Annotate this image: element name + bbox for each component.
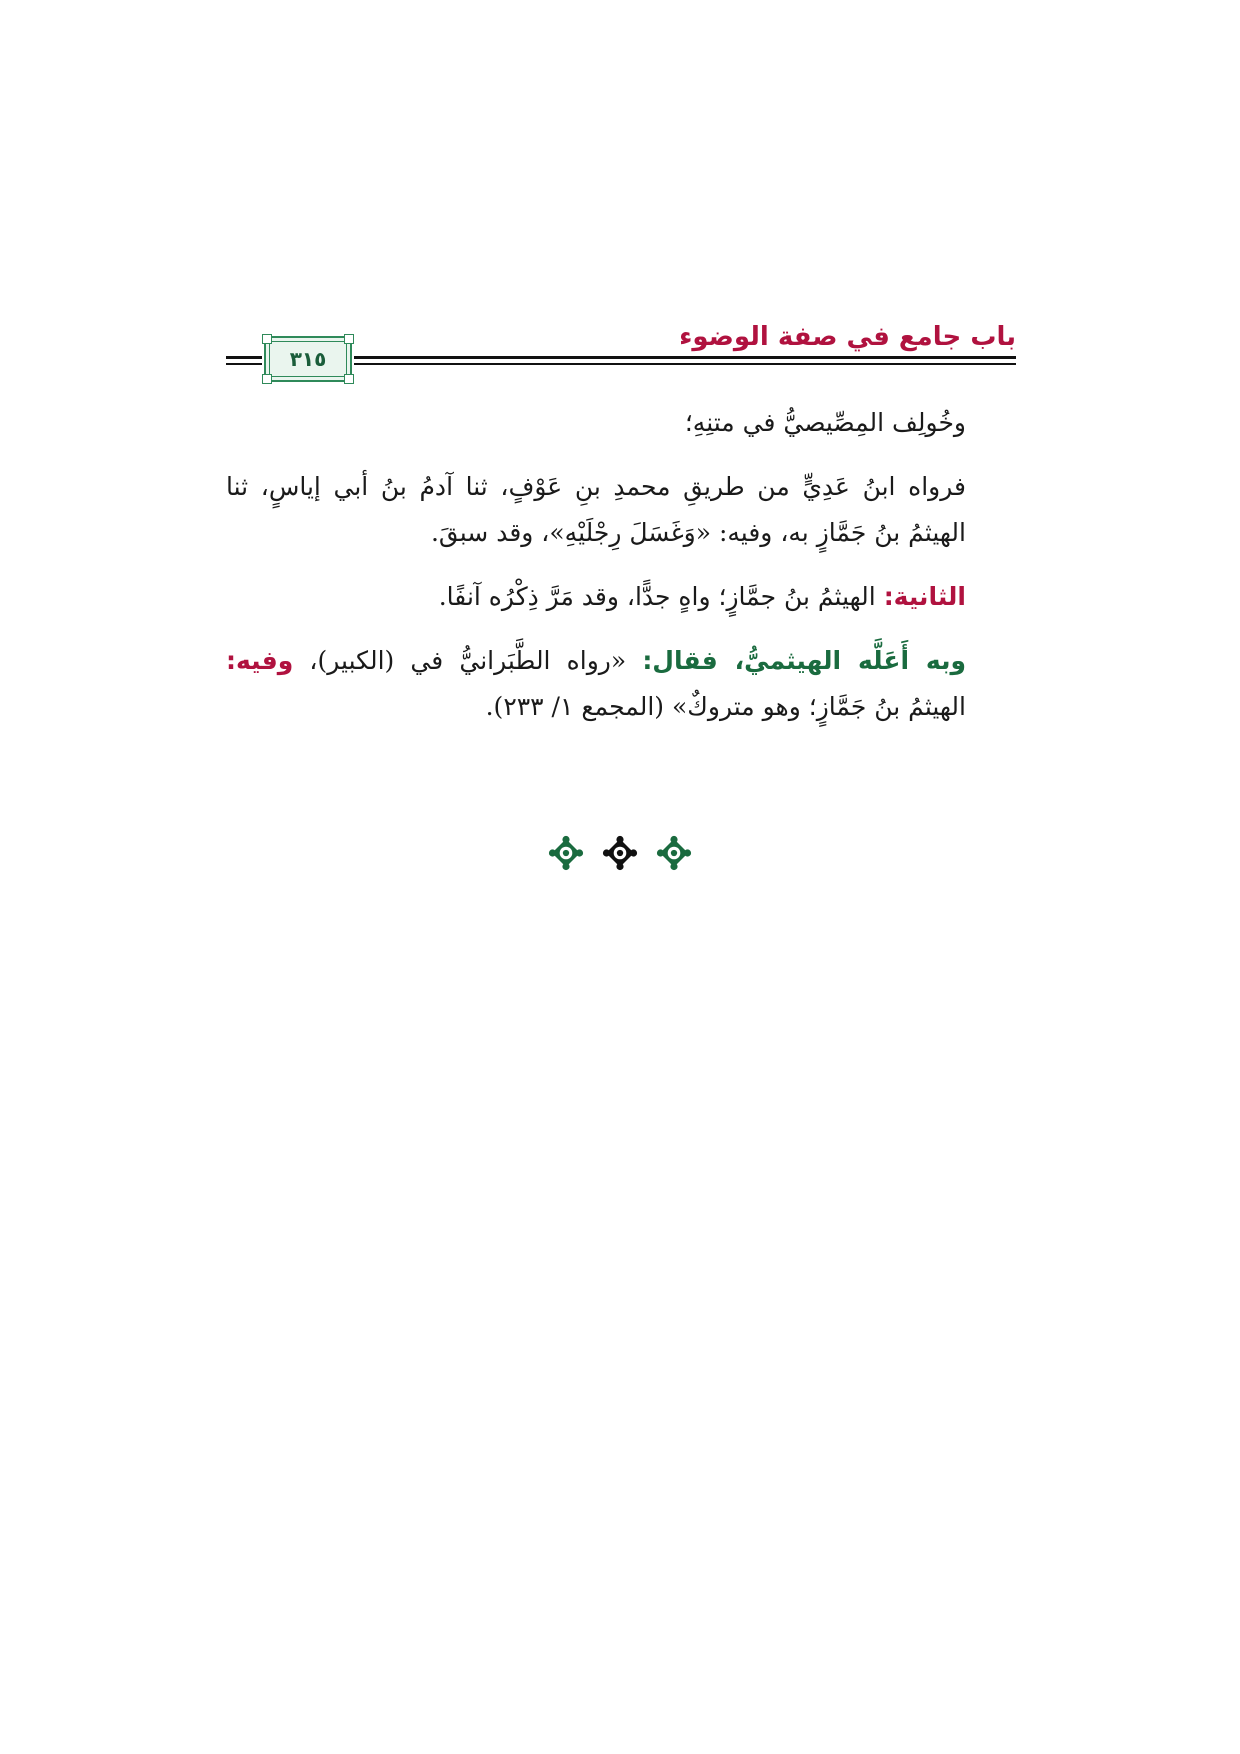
section-end-ornaments bbox=[0, 835, 1240, 871]
paragraph-4-text: «رواه الطَّبَرانيُّ في (الكبير)، bbox=[293, 646, 643, 675]
header-rule-bottom-left bbox=[226, 363, 262, 365]
paragraph-3-text: الهيثمُ بنُ جمَّازٍ؛ واهٍ جدًّا، وقد مَرَّ ذِكْرُه آنفًا. bbox=[438, 582, 884, 611]
badge-corner-icon bbox=[344, 334, 354, 344]
chapter-title: باب جامع في صفة الوضوء bbox=[679, 322, 1016, 352]
header-rule-top-left bbox=[226, 356, 262, 359]
badge-corner-icon bbox=[344, 374, 354, 384]
page-header bbox=[226, 300, 1016, 390]
paragraph-1: وخُولِف المِصِّيصيُّ في متنِهِ؛ bbox=[684, 408, 966, 437]
page-number: ٣١٥ bbox=[289, 347, 327, 371]
paragraph-4-text-2: الهيثمُ بنُ جَمَّازٍ؛ وهو متروكٌ» (المجمع ١/ ٢٣٣). bbox=[485, 692, 966, 721]
paragraph-2: فرواه ابنُ عَدِيٍّ من طريقِ محمدِ بنِ عَوْفٍ، ثنا آدمُ بنُ أبي إياسٍ، ثنا الهيثمُ بنُ جَمَّازٍ به، وفيه: «وَغَسَلَ رِجْلَيْهِ»، وقد سبقَ. bbox=[226, 472, 966, 547]
badge-corner-icon bbox=[262, 334, 272, 344]
paragraph-3-lead: الثانية: bbox=[883, 582, 966, 611]
floral-ornament-icon bbox=[602, 835, 638, 871]
paragraph-3 bbox=[226, 574, 1016, 620]
paragraph-4-lead: وبه أَعَلَّه الهيثميُّ، فقال: bbox=[642, 646, 967, 675]
paragraph-4 bbox=[226, 638, 1016, 730]
body-text bbox=[226, 400, 1016, 748]
header-rule-top-right bbox=[354, 356, 1016, 359]
header-rule-bottom-right bbox=[354, 363, 1016, 365]
page-number-badge bbox=[264, 336, 352, 382]
floral-ornament-icon bbox=[548, 835, 584, 871]
paragraph-4-lead-2: وفيه: bbox=[226, 646, 294, 675]
badge-corner-icon bbox=[262, 374, 272, 384]
floral-ornament-icon bbox=[656, 835, 692, 871]
